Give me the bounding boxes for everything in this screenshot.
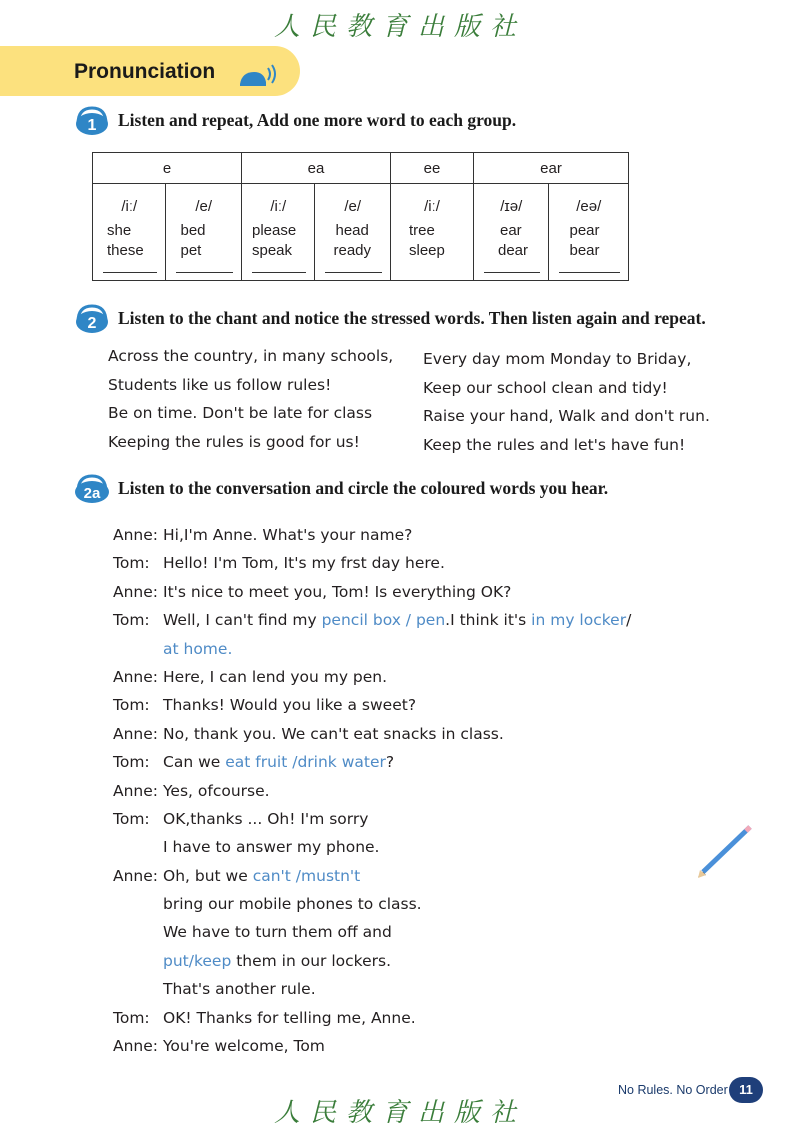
headphones-icon xyxy=(70,104,112,136)
phoneme-label: /iː/ xyxy=(270,198,287,215)
dialogue-text: Thanks! Would you like a sweet? xyxy=(163,696,417,715)
dialogue-text: Here, I can lend you my pen. xyxy=(163,667,388,686)
unit-title: No Rules. No Order xyxy=(618,1083,728,1097)
section-title: Pronunciation xyxy=(74,60,216,83)
example-word: pet xyxy=(180,242,202,259)
phoneme-label: /ɪə/ xyxy=(500,198,523,215)
header-ear: ear xyxy=(474,153,629,184)
dialogue-text: You're welcome, Tom xyxy=(163,1037,325,1056)
example-word: tree xyxy=(409,222,435,239)
dialogue-text: bring our mobile phones to class. xyxy=(163,895,422,914)
pencil-icon xyxy=(694,824,754,880)
listening-icon xyxy=(238,62,278,90)
text-part: .I think it's xyxy=(445,611,532,630)
speaker-name: Anne: xyxy=(113,724,159,743)
activity-2-number: 2 xyxy=(87,315,97,332)
publisher-logo-top: 人民教育出版社 xyxy=(273,12,526,42)
activity-2a-header xyxy=(70,472,608,504)
dialogue-text: No, thank you. We can't eat snacks in class. xyxy=(163,724,504,743)
circle-option[interactable]: put/keep xyxy=(163,951,232,970)
circle-option[interactable]: eat fruit /drink water xyxy=(225,753,386,772)
speaker-name: Tom: xyxy=(113,753,150,772)
text-part: Oh, but we xyxy=(163,866,253,885)
word-group-cell xyxy=(242,184,314,280)
speaker-name: Tom: xyxy=(113,554,150,573)
speaker-name: Anne: xyxy=(113,667,159,686)
dialogue-text: We have to turn them off and xyxy=(163,923,392,942)
word-group-cell xyxy=(93,184,165,280)
circle-option[interactable]: at home xyxy=(163,639,228,658)
chant-right-column xyxy=(423,350,710,464)
chant-line: Keep our school clean and tidy! xyxy=(423,378,668,397)
speaker-name: Tom: xyxy=(113,696,150,715)
text-part: / xyxy=(626,611,632,630)
chant-line: Across the country, in many schools, xyxy=(108,347,394,365)
answer-blank[interactable] xyxy=(559,272,620,273)
word-group-cell xyxy=(166,184,241,280)
text-part: Can we xyxy=(163,753,226,772)
dialogue-text xyxy=(163,867,360,885)
activity-2a-instruction: Listen to the conversation and circle the coloured words you hear. xyxy=(118,477,609,498)
chant-line: Every day mom Monday to Briday, xyxy=(423,350,692,368)
phoneme-label: /eə/ xyxy=(576,198,602,215)
example-word: these xyxy=(107,242,144,259)
phoneme-label: /iː/ xyxy=(424,198,440,215)
phoneme-label: /e/ xyxy=(195,198,213,215)
answer-blank[interactable] xyxy=(325,272,382,273)
word-group-cell xyxy=(549,184,628,280)
example-word: bed xyxy=(180,222,206,239)
dialogue-text: Yes, ofcourse. xyxy=(163,781,270,800)
header-e: e xyxy=(93,153,242,184)
speaker-name: Anne: xyxy=(113,866,159,885)
chant-left-column xyxy=(108,347,393,461)
activity-1-instruction: Listen and repeat, Add one more word to each group. xyxy=(118,109,517,130)
word-group-cell xyxy=(391,184,473,280)
circle-option[interactable]: in my locker xyxy=(531,611,627,630)
speaker-name: Anne: xyxy=(113,526,159,544)
chant-line: Be on time. Don't be late for class xyxy=(108,404,373,422)
circle-option[interactable]: can't /mustn't xyxy=(252,866,361,885)
activity-1-number: 1 xyxy=(87,117,97,134)
text-part: Well, I can't find my xyxy=(163,611,322,630)
dialogue-text xyxy=(163,753,394,771)
chant-line: Keeping the rules is good for us! xyxy=(108,432,360,451)
speaker-name: Anne: xyxy=(113,781,159,800)
example-word: she xyxy=(107,222,132,239)
activity-1-header xyxy=(70,104,516,136)
activity-2-header xyxy=(70,302,706,334)
example-word: sleep xyxy=(409,242,445,259)
dialogue-text: That's another rule. xyxy=(163,980,316,999)
phoneme-label: /iː/ xyxy=(121,198,138,215)
word-group-cell xyxy=(315,184,390,280)
activity-2a-number: 2a xyxy=(83,485,101,502)
header-ea: ea xyxy=(242,153,391,184)
speaker-name: Tom: xyxy=(113,611,150,630)
word-group-cell xyxy=(474,184,548,280)
activity-2-instruction: Listen to the chant and notice the stressed words. Then listen again and repeat. xyxy=(118,307,706,328)
speaker-name: Tom: xyxy=(113,1008,150,1027)
example-word: speak xyxy=(252,242,293,259)
answer-blank[interactable] xyxy=(103,272,157,273)
answer-blank[interactable] xyxy=(176,272,233,273)
example-word: head xyxy=(335,222,369,239)
dialogue-text: Hi,I'm Anne. What's your name? xyxy=(163,526,413,544)
text-part: . xyxy=(227,639,233,658)
pronunciation-table xyxy=(92,152,629,281)
chant-line: Keep the rules and let's have fun! xyxy=(423,435,686,454)
dialogue-text: OK! Thanks for telling me, Anne. xyxy=(163,1008,416,1027)
speaker-name: Anne: xyxy=(113,582,159,601)
chant-line: Raise your hand, Walk and don't run. xyxy=(423,407,710,425)
example-word: dear xyxy=(498,242,529,259)
phoneme-label: /e/ xyxy=(344,198,362,215)
dialogue-text xyxy=(163,611,631,629)
text-part: them in our lockers. xyxy=(231,951,391,970)
example-word: ear xyxy=(500,222,522,239)
example-word: ready xyxy=(333,242,372,259)
publisher-logo-bottom: 人民教育出版社 xyxy=(273,1098,526,1128)
header-ee: ee xyxy=(391,153,474,184)
answer-blank[interactable] xyxy=(484,272,540,273)
example-word: please xyxy=(252,222,297,239)
dialogue-text xyxy=(163,952,391,970)
speaker-name: Tom: xyxy=(113,809,150,828)
circle-option[interactable]: pencil box / pen xyxy=(321,611,446,630)
example-word: pear xyxy=(569,222,600,239)
speaker-name: Anne: xyxy=(113,1037,159,1056)
dialogue-text: OK,thanks ... Oh! I'm sorry xyxy=(163,809,369,828)
headphones-icon xyxy=(70,472,112,504)
headphones-icon xyxy=(70,302,112,334)
chant-line: Students like us follow rules! xyxy=(108,375,332,394)
page-number: 11 xyxy=(729,1077,763,1103)
dialogue-text: I have to answer my phone. xyxy=(163,838,380,857)
text-part: ? xyxy=(385,753,395,772)
example-word: bear xyxy=(569,242,600,259)
answer-blank[interactable] xyxy=(252,272,306,273)
dialogue-text: It's nice to meet you, Tom! Is everything OK? xyxy=(163,582,512,601)
dialogue-text: Hello! I'm Tom, It's my frst day here. xyxy=(163,554,445,573)
